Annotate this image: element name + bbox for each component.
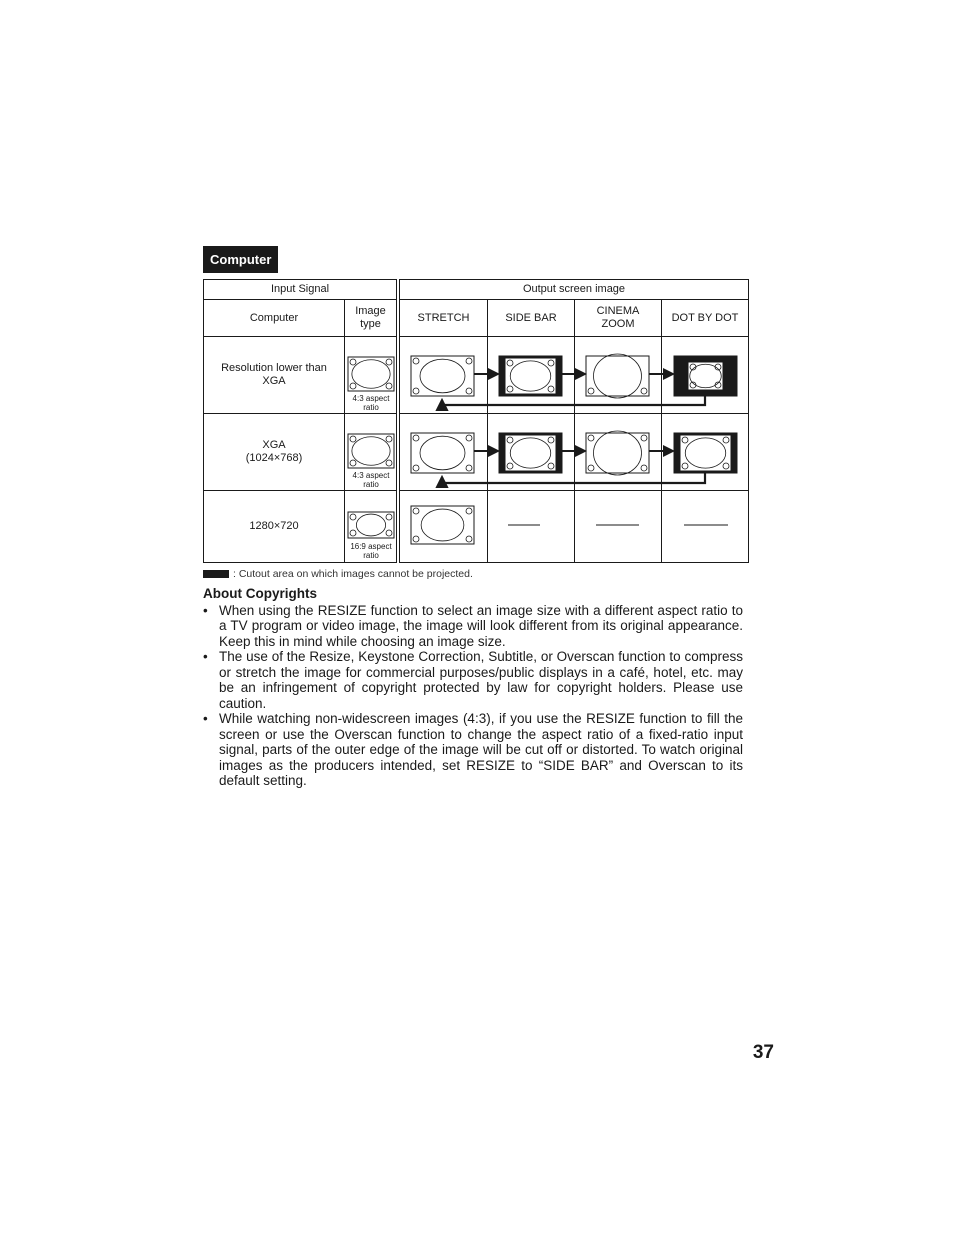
copyright-list [203,603,743,789]
cutout-swatch [203,570,229,578]
section-tag-computer: Computer [203,246,278,273]
picture-frame [411,433,474,473]
page-number: 37 [752,1042,774,1063]
bullet: • [203,602,208,618]
screen-outline [586,356,649,396]
row-signal-lower-than-xga: Resolution lower than XGA [203,336,345,414]
about-copyrights [203,586,743,789]
row-signal-xga: XGA (1024×768) [203,413,345,491]
screen-outline [586,433,649,473]
picture-frame [688,362,723,390]
copyright-item [203,711,743,789]
copyright-title: About Copyrights [203,586,317,601]
copyright-text: The use of the Resize, Keystone Correction, Subtitle, or Overscan function to compress or stretch the image for commercial purposes/public displays in a café, hotel, etc. may be an infringement of copyright protected by law for copyright holders. Please use caution. [219,649,743,711]
aspect-caption: 4:3 aspect ratio [352,394,390,412]
picture-frame [348,434,394,468]
bullet: • [203,649,208,664]
picture-frame [411,356,474,396]
row-signal-1280x720: 1280×720 [203,490,345,563]
copyright-text: While watching non-widescreen images (4:3), if you use the RESIZE function to fill the screen or use the Overscan function to change the aspect ratio of a fixed-ratio input signal, parts of the outer edge of the image will be cut off or distorted. To watch original images as the producers intended, set RESIZE to “SIDE BAR” and Overscan to its default setting. [219,711,743,788]
picture-frame [411,506,474,544]
aspect-caption: 4:3 aspect ratio [352,471,390,489]
aspect-caption: 16:9 aspect ratio [350,542,392,560]
header-dot-by-dot: DOT BY DOT [661,299,749,337]
header-input-signal: Input Signal [203,279,397,300]
copyright-text: When using the RESIZE function to select an image size with a different aspect ratio to a TV program or video image, the image will look different from its original appearance. Keep this in mind while choosing an image size. [219,602,743,649]
header-side-bar: SIDE BAR [487,299,575,337]
picture-frame [348,512,394,538]
legend-text: : Cutout area on which images cannot be projected. [233,568,473,580]
screen-diagrams [203,279,749,563]
header-image-type: Image type [344,299,397,337]
copyright-item [203,603,743,650]
resize-mode-table [203,279,749,563]
bullet: • [203,711,208,726]
header-stretch: STRETCH [399,299,488,337]
header-computer: Computer [203,299,345,337]
return-arrow [442,396,705,405]
cutout-legend [203,567,473,581]
header-cinema-zoom: CINEMA ZOOM [574,299,662,337]
header-output-screen-image: Output screen image [399,279,749,300]
picture-frame [348,357,394,391]
copyright-item [203,649,743,711]
return-arrow [442,473,705,483]
